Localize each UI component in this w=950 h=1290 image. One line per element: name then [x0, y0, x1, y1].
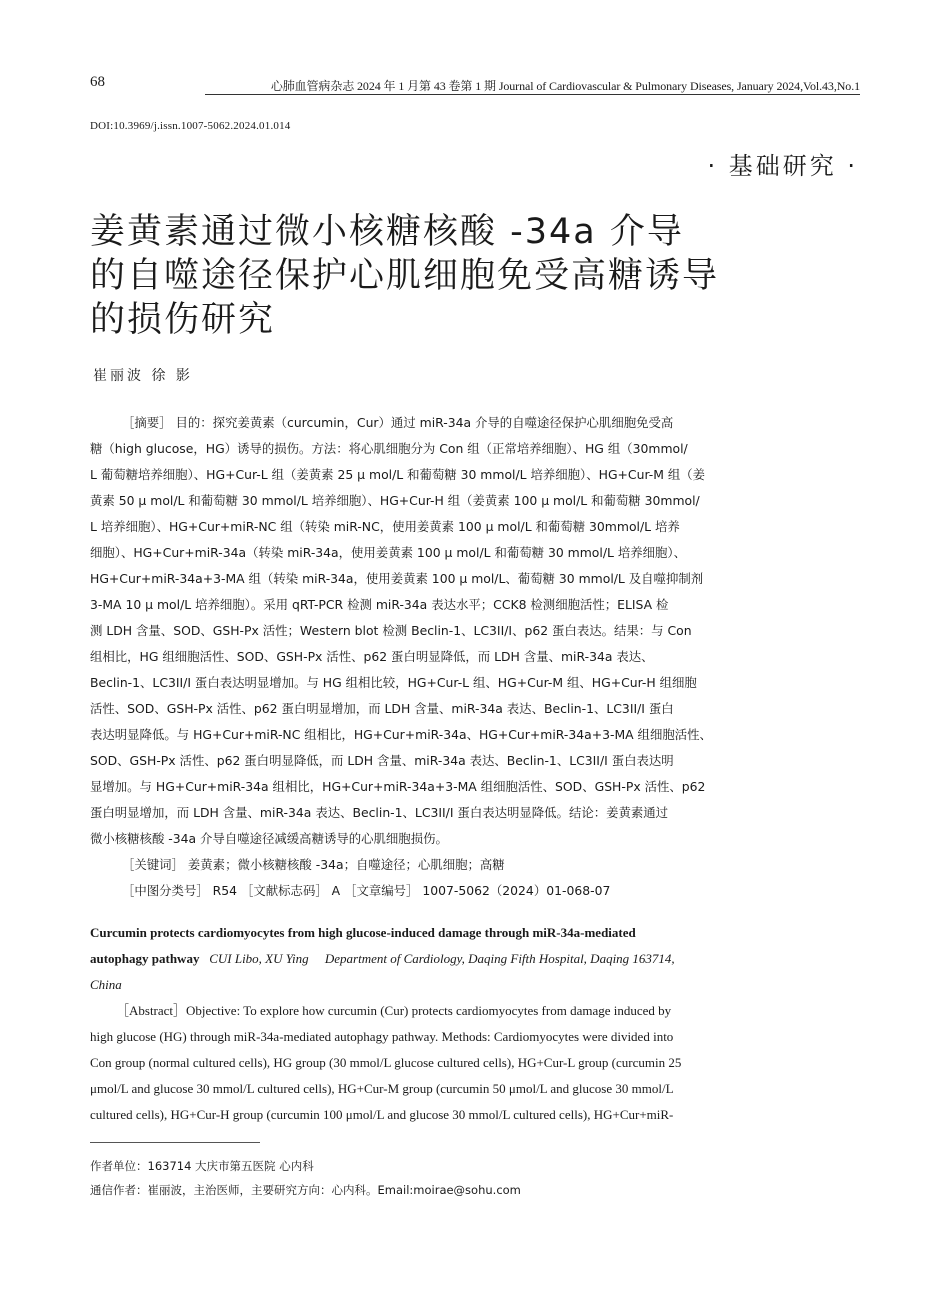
cn-abstract-line: 3-MA 10 μ mol/L 培养细胞）。采用 qRT-PCR 检测 miR-34a 表达水平；CCK8 检测细胞活性；ELISA 检 [90, 597, 669, 612]
cn-abstract-line: 表达明显降低。与 HG+Cur+miR-NC 组相比，HG+Cur+miR-34a、HG+Cur+miR-34a+3-MA 组细胞活性、 [90, 727, 712, 742]
cn-abstract-line: L 培养细胞）、HG+Cur+miR-NC 组（转染 miR-NC，使用姜黄素 100 μ mol/L 和葡萄糖 30mmol/L 培养 [90, 519, 680, 534]
en-abstract-line: cultured cells), HG+Cur-H group (curcumin 100 μmol/L and glucose 30 mmol/L cultured cells), HG+Cur+miR- [90, 1107, 674, 1122]
keywords: ［关键词］ 姜黄素；微小核糖核酸 -34a；自噬途径；心肌细胞；高糖 [122, 857, 505, 872]
cn-abstract-line: 黄素 50 μ mol/L 和葡萄糖 30 mmol/L 培养细胞）、HG+Cur-H 组（姜黄素 100 μ mol/L 和葡萄糖 30mmol/ [90, 493, 700, 508]
english-abstract [90, 998, 732, 1128]
en-abstract-line: ［Abstract］Objective: To explore how curcumin (Cur) protects cardiomyocytes from damage induced by [116, 1003, 672, 1018]
title-line: 的自噬途径保护心肌细胞免受高糖诱导 [90, 256, 720, 296]
en-abstract-line: high glucose (HG) through miR-34a-mediated autophagy pathway. Methods: Cardiomyocytes were divided into [90, 1029, 674, 1044]
english-affiliation: China [90, 977, 122, 992]
cn-abstract-line: 显增加。与 HG+Cur+miR-34a 组相比，HG+Cur+miR-34a+3-MA 组细胞活性、SOD、GSH-Px 活性、p62 [90, 779, 706, 794]
journal-running-header: 心肺血管病杂志 2024 年 1 月第 43 卷第 1 期 Journal of Cardiovascular & Pulmonary Diseases, January 2024,Vol.43,No.1 [270, 79, 860, 93]
english-affiliation: Department of Cardiology, Daqing Fifth Hospital, Daqing 163714, [324, 951, 675, 966]
cn-abstract-line: 微小核糖核酸 -34a 介导自噬途径减缓高糖诱导的心肌细胞损伤。 [90, 831, 448, 846]
cn-abstract-line: Beclin-1、LC3II/I 蛋白表达明显增加。与 HG 组相比较，HG+Cur-L 组、HG+Cur-M 组、HG+Cur-H 组细胞 [90, 675, 697, 690]
cn-abstract-line: 测 LDH 含量、SOD、GSH-Px 活性；Western blot 检测 Beclin-1、LC3II/I、p62 蛋白表达。结果：与 Con [90, 623, 692, 638]
authors: 崔丽波 徐 影 [93, 368, 193, 384]
cn-abstract-line: SOD、GSH-Px 活性、p62 蛋白明显降低，而 LDH 含量、miR-34a 表达、Beclin-1、LC3II/I 蛋白表达明 [90, 753, 674, 768]
chinese-abstract [90, 410, 732, 904]
doi[interactable]: DOI:10.3969/j.issn.1007-5062.2024.01.014 [90, 120, 291, 132]
english-title-block [90, 920, 732, 998]
english-title: Curcumin protects cardiomyocytes from high glucose-induced damage through miR-34a-mediated [90, 925, 636, 940]
title-line: 姜黄素通过微小核糖核酸 -34a 介导 [90, 212, 684, 252]
cn-abstract-line: 糖（high glucose，HG）诱导的损伤。方法：将心肌细胞分为 Con 组（正常培养细胞）、HG 组（30mmol/ [90, 441, 688, 456]
cn-abstract-line: HG+Cur+miR-34a+3-MA 组（转染 miR-34a，使用姜黄素 100 μ mol/L、葡萄糖 30 mmol/L 及自噬抑制剂 [90, 571, 704, 586]
title-line: 的损伤研究 [90, 300, 276, 340]
cn-abstract-line: 活性、SOD、GSH-Px 活性、p62 蛋白明显增加，而 LDH 含量、miR-34a 表达、Beclin-1、LC3II/I 蛋白 [90, 701, 674, 716]
article-title [90, 210, 810, 342]
english-authors: CUI Libo, XU Ying [209, 951, 309, 966]
classification-codes: ［中图分类号］ R54 ［文献标志码］ A ［文章编号］ 1007-5062（2024）01-068-07 [122, 883, 611, 898]
cn-abstract-line: 组相比，HG 组细胞活性、SOD、GSH-Px 活性、p62 蛋白明显降低，而 LDH 含量、miR-34a 表达、 [90, 649, 654, 664]
english-title: autophagy pathway [90, 951, 200, 966]
header-rule [205, 94, 860, 95]
cn-abstract-line: L 葡萄糖培养细胞）、HG+Cur-L 组（姜黄素 25 μ mol/L 和葡萄糖 30 mmol/L 培养细胞）、HG+Cur-M 组（姜 [90, 467, 706, 482]
cn-abstract-line: 蛋白明显增加，而 LDH 含量、miR-34a 表达、Beclin-1、LC3II/I 蛋白表达明显降低。结论：姜黄素通过 [90, 805, 669, 820]
en-abstract-line: Con group (normal cultured cells), HG group (30 mmol/L glucose cultured cells), HG+Cur-L group (curcumin 25 [90, 1055, 682, 1070]
correspondence-note: 通信作者：崔丽波，主治医师，主要研究方向：心内科。Email:moirae@sohu.com [90, 1183, 521, 1197]
page-number: 68 [90, 74, 105, 90]
section-tag: · 基础研究 · [707, 152, 858, 180]
author-affiliation-note: 作者单位：163714 大庆市第五医院 心内科 [90, 1159, 314, 1173]
cn-abstract-line: ［摘要］ 目的：探究姜黄素（curcumin，Cur）通过 miR-34a 介导的自噬途径保护心肌细胞免受高 [122, 415, 674, 430]
footnote-rule [90, 1142, 260, 1143]
en-abstract-line: μmol/L and glucose 30 mmol/L cultured cells), HG+Cur-M group (curcumin 50 μmol/L and glucose 30 mmol/L [90, 1081, 674, 1096]
cn-abstract-line: 细胞）、HG+Cur+miR-34a（转染 miR-34a，使用姜黄素 100 μ mol/L 和葡萄糖 30 mmol/L 培养细胞）、 [90, 545, 686, 560]
